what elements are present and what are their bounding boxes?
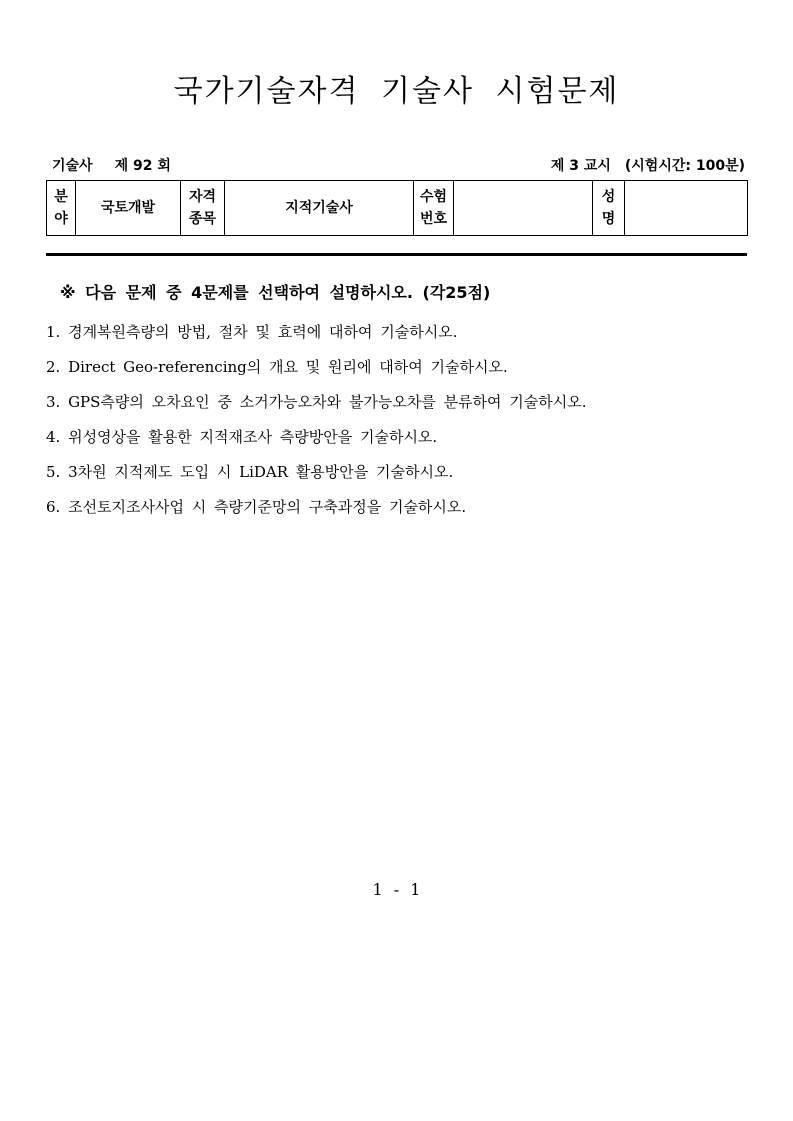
page-number: 1 - 1 xyxy=(372,880,421,899)
divider xyxy=(46,253,747,256)
qualification-value: 지적기술사 xyxy=(225,181,414,236)
question-item: 3. GPS측량의 오차요인 중 소거가능오차와 불가능오차를 분류하여 기술하시오. xyxy=(46,393,587,411)
question-item: 1. 경계복원측량의 방법, 절차 및 효력에 대하여 기술하시오. xyxy=(46,323,458,341)
question-item: 6. 조선토지조사사업 시 측량기준망의 구축과정을 기술하시오. xyxy=(46,498,467,516)
exam-info-right xyxy=(537,155,745,175)
question-item: 4. 위성영상을 활용한 지적재조사 측량방안을 기술하시오. xyxy=(46,428,438,446)
exam-duration: (시험시간: 100분) xyxy=(624,158,745,174)
exam-number-field[interactable] xyxy=(454,181,593,236)
exam-period: 제 3 교시 xyxy=(550,158,611,174)
name-label: 성 명 xyxy=(593,181,625,236)
field-label: 분 야 xyxy=(47,181,76,236)
exam-title: 국가기술자격 기술사 시험문제 xyxy=(173,74,620,109)
exam-round: 제 92 회 xyxy=(114,158,171,174)
question-list xyxy=(46,320,587,530)
name-field[interactable] xyxy=(625,181,748,236)
instruction: ※ 다음 문제 중 4문제를 선택하여 설명하시오. (각25점) xyxy=(60,283,491,302)
exam-category: 기술사 xyxy=(52,158,93,174)
exam-meta-table xyxy=(46,180,748,236)
qualification-label: 자격 종목 xyxy=(181,181,225,236)
exam-info-row xyxy=(52,155,745,177)
exam-info-left xyxy=(52,155,193,175)
question-item: 2. Direct Geo-referencing의 개요 및 원리에 대하여 기술하시오. xyxy=(46,358,508,376)
question-item: 5. 3차원 지적제도 도입 시 LiDAR 활용방안을 기술하시오. xyxy=(46,463,454,481)
exam-number-label: 수험 번호 xyxy=(414,181,454,236)
field-value: 국토개발 xyxy=(76,181,181,236)
